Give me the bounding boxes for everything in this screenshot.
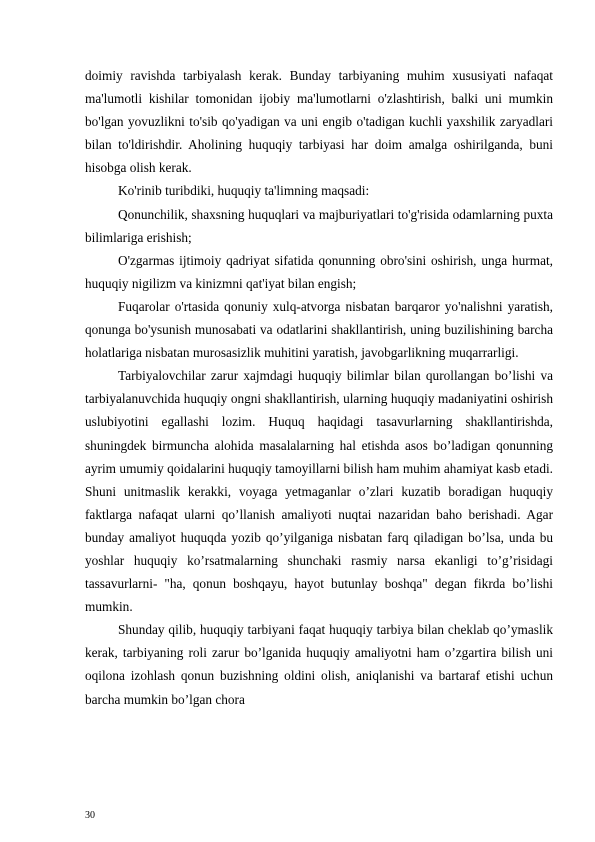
document-body [85, 64, 553, 711]
page-number: 30 [85, 810, 95, 821]
paragraph-goal-authority: O'zgarmas ijtimoiy qadriyat sifatida qonunning obro'sini oshirish, unga hurmat, huquqiy nigilizm va kinizmni qat'iyat bilan engish; [85, 252, 553, 291]
paragraph-educators: Tarbiyalovchilar zarur xajmdagi huquqiy bilimlar bilan qurollangan bo’lishi va tarbiyalanuvchida huquqiy ongni shakllantirish, ularning huquqiy madaniyatini oshirish uslubiyotini egallashi lozim. Huquq haqidagi tasavurlarning shakllantirishda, shuningdek birmuncha alohida masalalarning hal etishda asos bo’ladigan qonunning ayrim umumiy qoidalarini huquqiy tamoyillarni bilish ham muhim ahamiyat kasb etadi. Shuni unitmaslik kerakki, voyaga yetmaganlar o’zlari kuzatib boradigan huquqiy faktlarga nafaqat ularni qo’llanish amaliyoti nuqtai nazaridan baho berishadi. Agar bunday amaliyot huquqda yozib qo’yilganiga nisbatan farq qiladigan bo’lsa, unda bu yoshlar huquqiy ko’rsatmalarning shunchaki rasmiy narsa ekanligi to’g’risidagi tassavurlarni- "ha, qonun boshqayu, hayot butunlay boshqa" degan fikrda bo’lishi mumkin. [85, 368, 553, 615]
paragraph-conclusion: Shunday qilib, huquqiy tarbiyani faqat huquqiy tarbiya bilan cheklab qo’ymaslik kerak, tarbiyaning roli zarur bo’lganida huquqiy amaliyotni ham o’zgartira bilish uni oqilona izohlash qonun buzishning oldini olish, aniqlanishi va bartaraf etishi uchun barcha mumkin bo’lgan chora [85, 622, 553, 707]
paragraph-continued-intro: doimiy ravishda tarbiyalash kerak. Bunday tarbiyaning muhim xususiyati nafaqat ma'lumotli kishilar tomonidan ijobiy ma'lumotlarni o'zlashtirish, balki uni mumkin bo'lgan yovuzlikni to'sib qo'yadigan va uni engib o'tadigan kuchli yaxshilik zaryadlari bilan to'ldirishdir. Aholining huquqiy tarbiyasi har doim amalga oshirilganda, buni hisobga olish kerak. [85, 68, 553, 176]
paragraph-goal-heading: Ko'rinib turibdiki, huquqiy ta'limning maqsadi: [118, 183, 370, 199]
paragraph-goal-knowledge: Qonunchilik, shaxsning huquqlari va majburiyatlari to'g'risida odamlarning puxta bilimlariga erishish; [85, 206, 553, 245]
paragraph-goal-behavior: Fuqarolar o'rtasida qonuniy xulq-atvorga nisbatan barqaror yo'nalishni yaratish, qonunga bo'ysunish munosabati va odatlarini shakllantirish, uning buzilishining barcha holatlariga nisbatan murosasizlik muhitini yaratish, javobgarlikning muqarrarligi. [85, 298, 553, 361]
